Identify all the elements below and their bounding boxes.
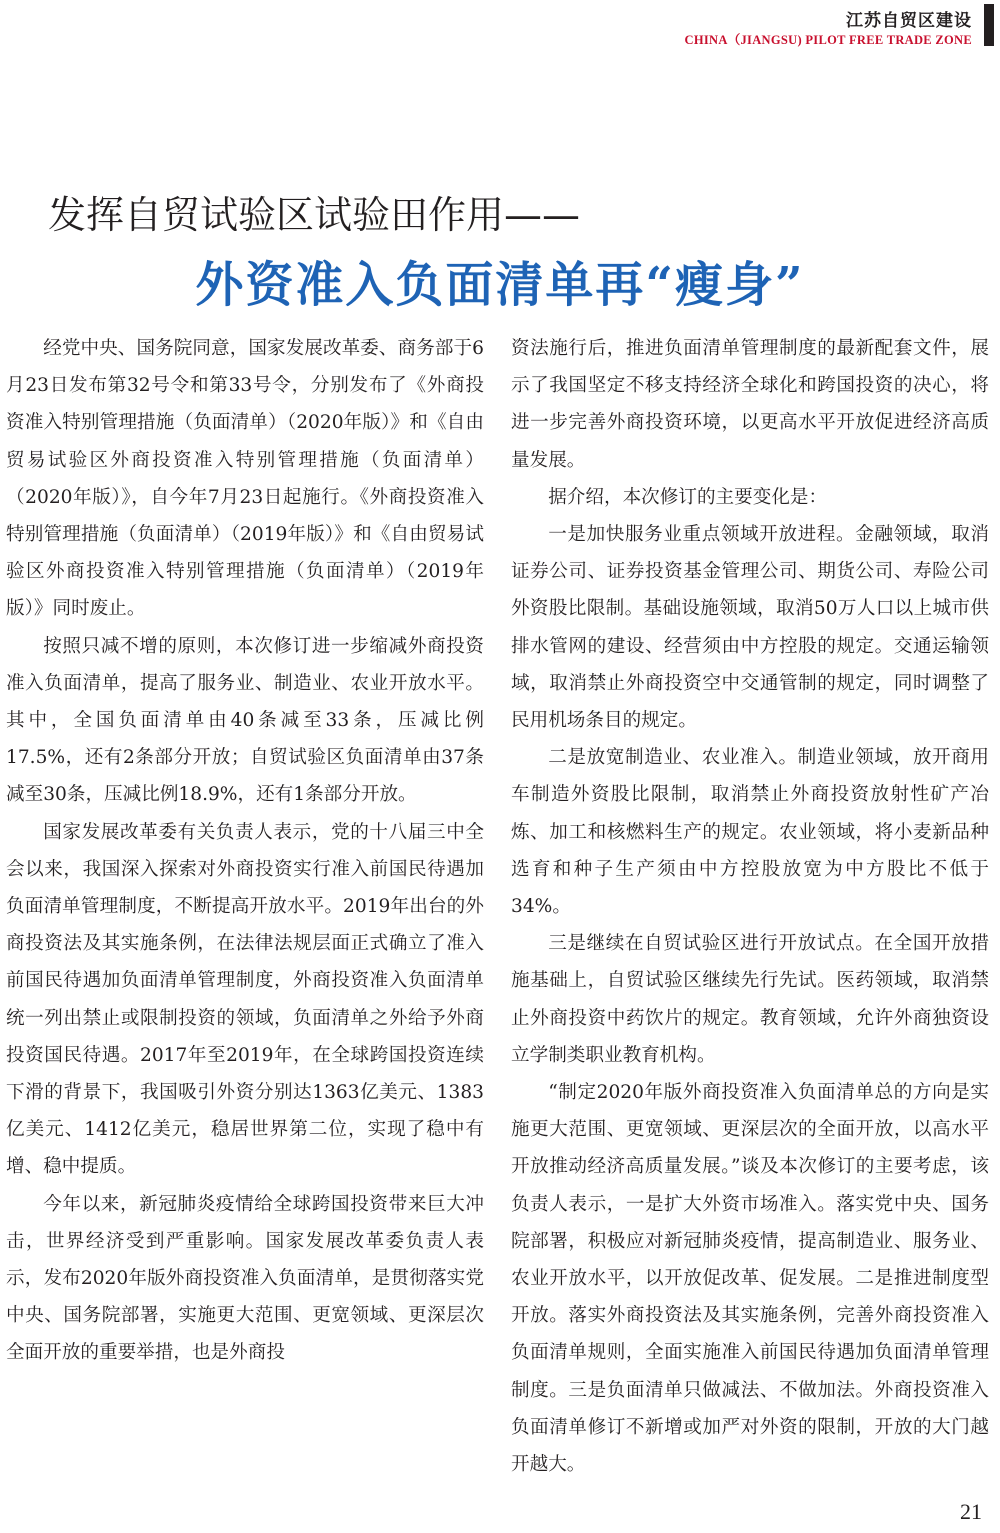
article-title-line2: 外资准入负面清单再“瘦身” [195,257,805,313]
paragraph: 按照只减不增的原则，本次修订进一步缩减外商投资准入负面清单，提高了服务业、制造业、农业开放水平。其中，全国负面清单由40条减至33条，压减比例17.5%，还有2条部分开放；自贸试验区负面清单由37条减至30条，压减比例18.9%，还有1条部分开放。 [6,635,484,806]
paragraph: 今年以来，新冠肺炎疫情给全球跨国投资带来巨大冲击，世界经济受到严重影响。国家发展改革委负责人表示，发布2020年版外商投资准入负面清单，是贯彻落实党中央、国务院部署，实施更大范围、更宽领域、更深层次全面开放的重要举措，也是外商投 [6,1193,484,1364]
paragraph: 三是继续在自贸试验区进行开放试点。在全国开放措施基础上，自贸试验区继续先行先试。医药领域，取消禁止外商投资中药饮片的规定。教育领域，允许外商独资设立学制类职业教育机构。 [511,933,989,1066]
body-right-column [511,330,989,1483]
paragraph: 二是放宽制造业、农业准入。制造业领域，放开商用车制造外资股比限制，取消禁止外商投资放射性矿产冶炼、加工和核燃料生产的规定。农业领域，将小麦新品种选育和种子生产须由中方控股放宽为中方股比不低于34%。 [511,747,989,918]
header-title-en: CHINA（JIANGSU) PILOT FREE TRADE ZONE [684,33,972,47]
paragraph: 据介绍，本次修订的主要变化是： [548,486,828,508]
article-title-line1: 发挥自贸试验区试验田作用—— [48,193,581,237]
paragraph: 国家发展改革委有关负责人表示，党的十八届三中全会以来，我国深入探索对外商投资实行准入前国民待遇加负面清单管理制度，不断提高开放水平。2019年出台的外商投资法及其实施条例，在法律法规层面正式确立了准入前国民待遇加负面清单管理制度，外商投资准入负面清单统一列出禁止或限制投资的领域，负面清单之外给予外商投资国民待遇。2017年至2019年，在全球跨国投资连续下滑的背景下，我国吸引外资分别达1363亿美元、1383亿美元、1412亿美元，稳居世界第二位，实现了稳中有增、稳中提质。 [6,821,484,1178]
paragraph: “制定2020年版外商投资准入负面清单总的方向是实施更大范围、更宽领域、更深层次的全面开放，以高水平开放推动经济高质量发展。”谈及本次修订的主要考虑，该负责人表示，一是扩大外资市场准入。落实党中央、国务院部署，积极应对新冠肺炎疫情，提高制造业、服务业、农业开放水平，以开放促改革、促发展。二是推进制度型开放。落实外商投资法及其实施条例，完善外商投资准入负面清单规则，全面实施准入前国民待遇加负面清单管理制度。三是负面清单只做减法、不做加法。外商投资准入负面清单修订不新增或加严对外资的限制，开放的大门越开越大。 [511,1082,989,1476]
paragraph: 经党中央、国务院同意，国家发展改革委、商务部于6月23日发布第32号令和第33号令，分别发布了《外商投资准入特别管理措施（负面清单）（2020年版）》和《自由贸易试验区外商投资准入特别管理措施（负面清单）（2020年版）》，自今年7月23日起施行。《外商投资准入特别管理措施（负面清单）（2019年版）》和《自由贸易试验区外商投资准入特别管理措施（负面清单）（2019年版）》同时废止。 [6,338,484,620]
paragraph-continuation: 资法施行后，推进负面清单管理制度的最新配套文件，展示了我国坚定不移支持经济全球化和跨国投资的决心，将进一步完善外商投资环境，以更高水平开放促进经济高质量发展。 [511,338,989,471]
body-left-column [6,330,484,1372]
header-bar [984,4,994,46]
paragraph: 一是加快服务业重点领域开放进程。金融领域，取消证券公司、证券投资基金管理公司、期货公司、寿险公司外资股比限制。基础设施领域，取消50万人口以上城市供排水管网的建设、经营须由中方控股的规定。交通运输领域，取消禁止外商投资空中交通管制的规定，同时调整了民用机场条目的规定。 [511,524,989,732]
header-title-cn: 江苏自贸区建设 [846,11,972,31]
running-header [580,0,1000,52]
page-number: 21 [960,1499,982,1524]
